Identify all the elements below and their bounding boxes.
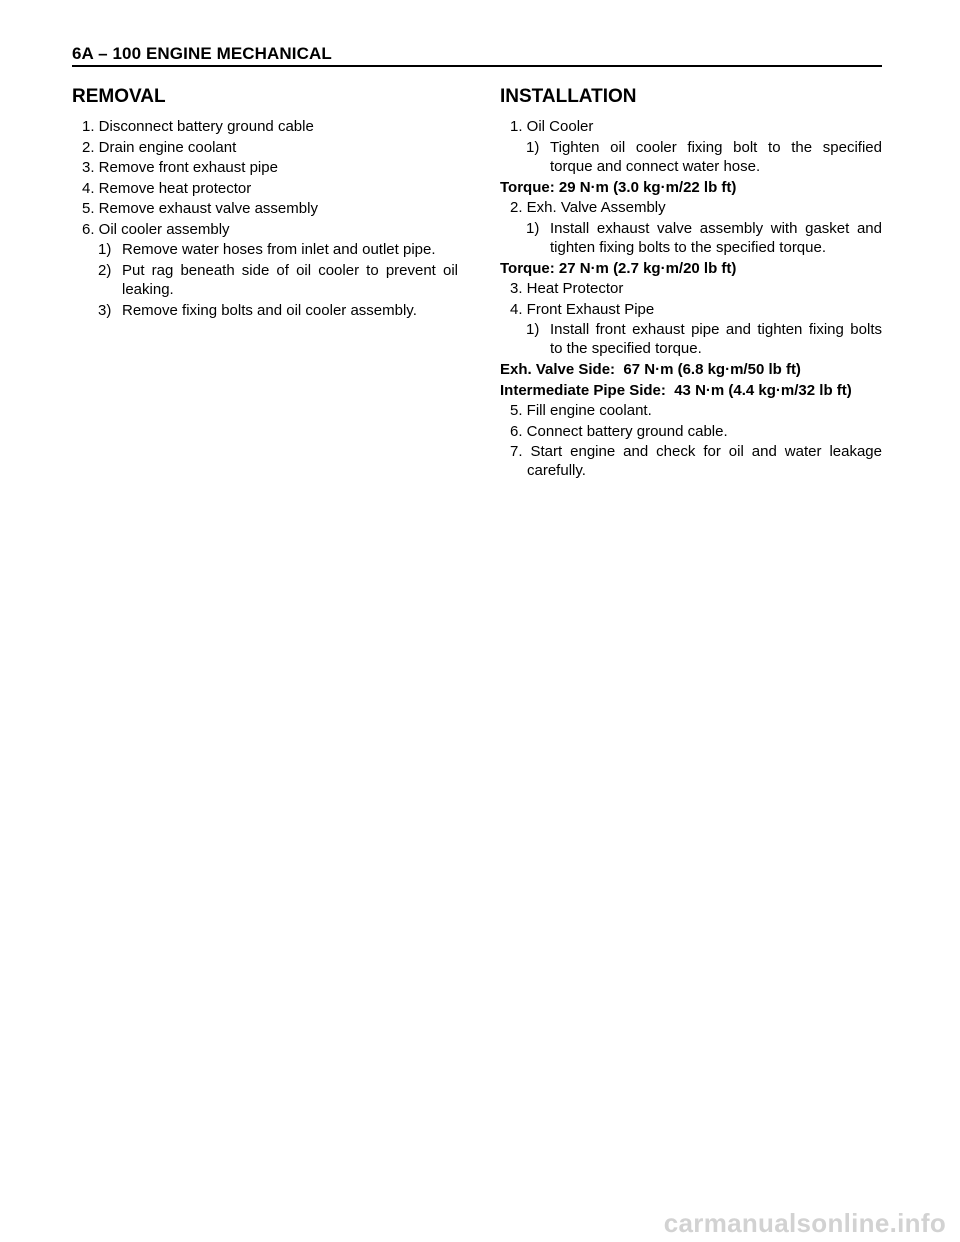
install-substep-4 [500,320,882,358]
substep-number: 1) [98,241,112,258]
removal-title: REMOVAL [72,86,166,107]
removal-step-4: 4. Remove heat protector [82,179,252,197]
install-substep-2 [500,219,882,257]
install-step-4: 4. Front Exhaust Pipe [510,300,655,318]
install-step-1: 1. Oil Cooler [510,118,594,135]
substep-text: Install front exhaust pipe and tighten fixing bolts to the specified torque. [550,321,882,357]
install-step-2: 2. Exh. Valve Assembly [510,199,666,216]
removal-step-3: 3. Remove front exhaust pipe [82,159,278,176]
removal-substep-1 [72,240,458,259]
substep-number: 3) [98,302,112,319]
removal-step-2: 2. Drain engine coolant [82,138,237,156]
install-step-7 [500,442,882,480]
watermark: carmanualsonline.info [663,1208,946,1238]
substep-number: 1) [526,219,540,237]
substep-number: 2) [98,262,112,279]
torque-spec-1: Torque: 29 N·m (3.0 kg·m/22 lb ft) [500,178,737,196]
substep-text: Put rag beneath side of oil cooler to prevent oil leaking. [122,262,458,298]
installation-section [500,86,882,482]
install-substep-1 [500,138,882,176]
install-step-5: 5. Fill engine coolant. [510,402,652,419]
removal-substep-3 [72,301,458,320]
substep-text: Install exhaust valve assembly with gasket and tighten fixing bolts to the specified torque. [550,219,882,256]
substep-text: Remove fixing bolts and oil cooler assembly. [122,302,417,319]
page-header: 6A – 100 ENGINE MECHANICAL [72,44,882,67]
step-text: 7. Start engine and check for oil and water leakage carefully. [510,443,882,479]
substep-text: Remove water hoses from inlet and outlet pipe. [122,241,436,258]
torque-spec-exh-valve-side: Exh. Valve Side: 67 N·m (6.8 kg·m/50 lb ft) [500,361,801,378]
install-step-3: 3. Heat Protector [510,280,624,297]
install-step-6: 6. Connect battery ground cable. [510,422,728,440]
removal-substep-2 [72,261,458,299]
installation-title: INSTALLATION [500,86,637,107]
removal-step-5: 5. Remove exhaust valve assembly [82,200,318,217]
removal-section [72,86,458,322]
removal-step-1: 1. Disconnect battery ground cable [82,118,314,135]
substep-number: 1) [526,321,540,338]
substep-text: Tighten oil cooler fixing bolt to the specified torque and connect water hose. [550,138,882,175]
torque-spec-2: Torque: 27 N·m (2.7 kg·m/20 lb ft) [500,259,737,277]
substep-number: 1) [526,138,540,156]
torque-spec-intermediate-pipe-side: Intermediate Pipe Side: 43 N·m (4.4 kg·m/32 lb ft) [500,381,852,399]
removal-step-6: 6. Oil cooler assembly [82,220,230,238]
